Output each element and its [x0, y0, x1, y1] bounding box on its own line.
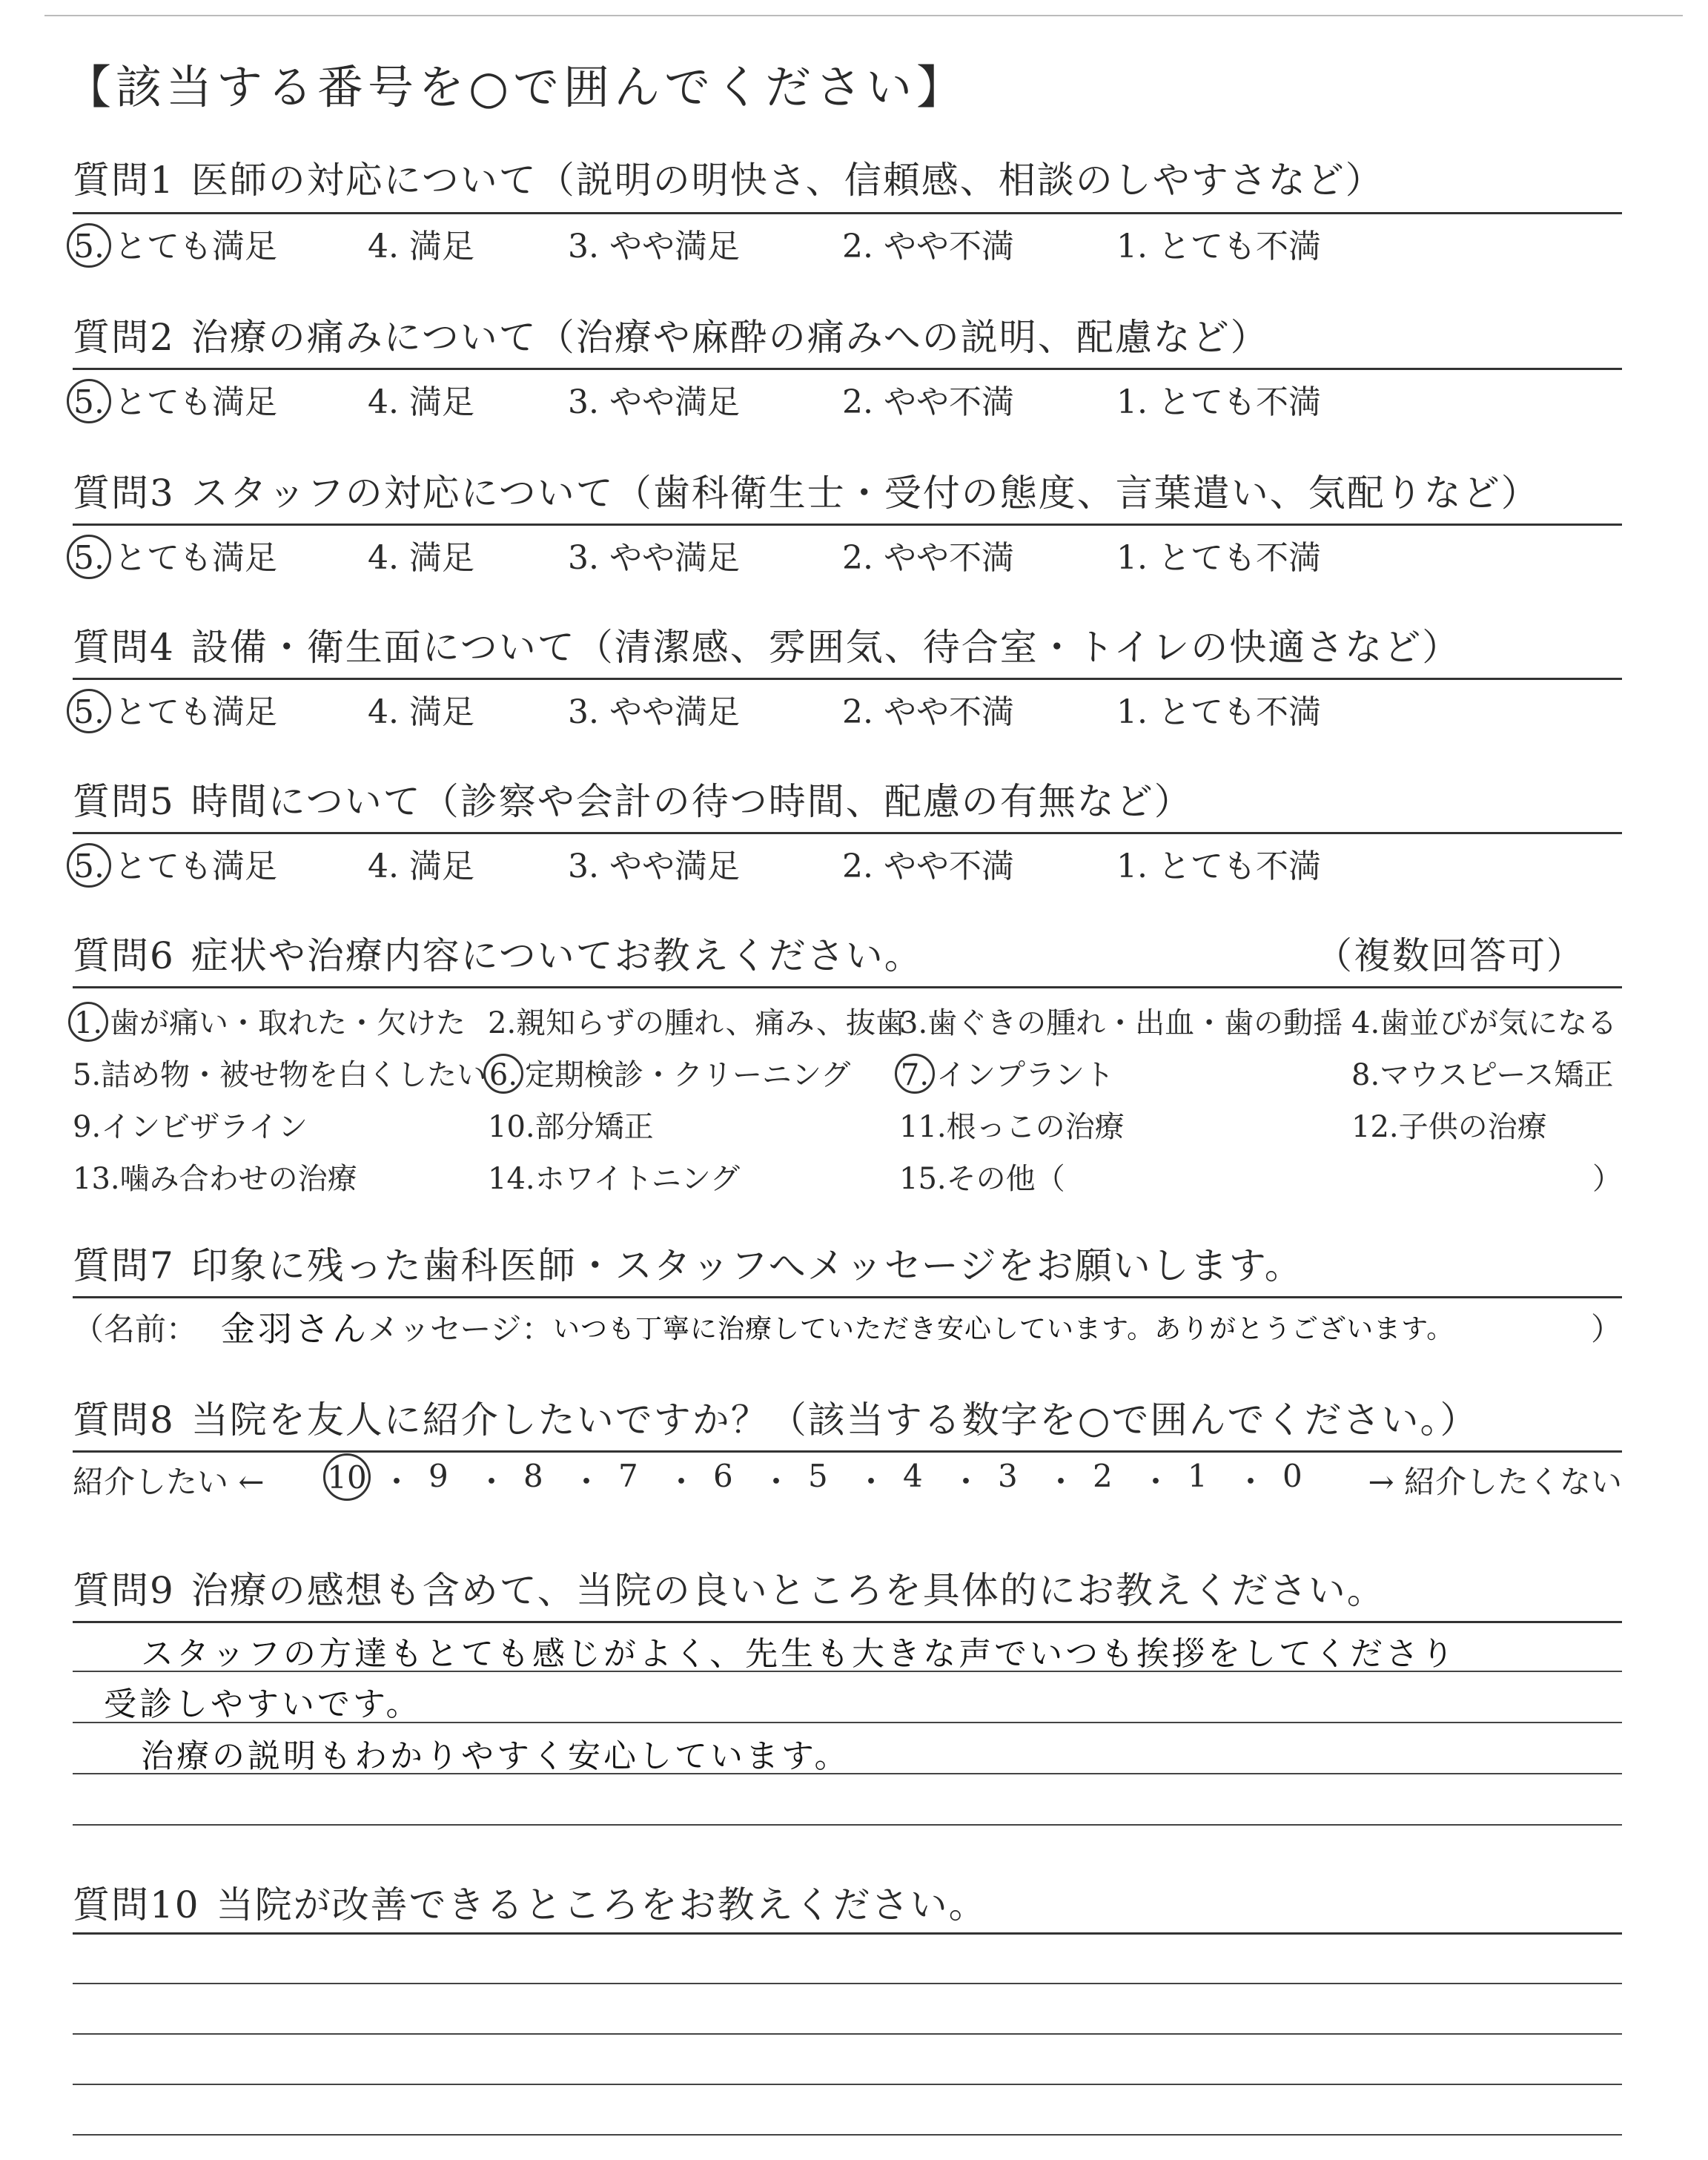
rating-options-q5 — [73, 839, 1555, 884]
option-1[interactable]: 1. とても不満 — [1116, 228, 1321, 265]
option-4[interactable]: 4. 満足 — [368, 848, 474, 885]
scale-separator: ・ — [381, 1464, 413, 1500]
name-label: （名前： — [73, 1311, 198, 1347]
question-number: 質問8 — [73, 1398, 175, 1441]
option-2[interactable]: 2. やや不満 — [842, 693, 1014, 731]
option-label: インプラント — [936, 1058, 1114, 1092]
scale-value[interactable]: 8 — [523, 1458, 543, 1494]
rating-options-q1 — [73, 219, 1555, 264]
message-field[interactable]: いつも丁寧に治療していただき安心しています。ありがとうございます。 — [553, 1314, 1454, 1344]
answer-line[interactable]: スタッフの方達もとても感じがよく、先生も大きな声でいつも挨拶をしてくださり — [141, 1635, 1457, 1673]
option-3[interactable]: 3. やや満足 — [568, 539, 740, 577]
question-number: 質問7 — [73, 1244, 175, 1287]
question-5 — [73, 776, 1622, 828]
symptom-option[interactable] — [899, 1155, 1065, 1198]
circled-answer: 1. — [68, 1002, 108, 1042]
divider — [73, 212, 1622, 214]
question-text: 時間について（診察や会計の待つ時間、配慮の有無など） — [191, 780, 1193, 823]
option-label: 歯並びが気になる — [1380, 1006, 1618, 1040]
question-3 — [73, 467, 1622, 519]
question-7 — [73, 1240, 1622, 1292]
symptom-option[interactable] — [73, 1103, 308, 1146]
answer-line[interactable]: 治療の説明もわかりやすく安心しています。 — [141, 1737, 850, 1775]
option-2[interactable]: 2. やや不満 — [842, 539, 1014, 577]
ruled-line[interactable] — [73, 2033, 1622, 2035]
question-text: 治療の感想も含めて、当院の良いところを具体的にお教えください。 — [191, 1569, 1386, 1612]
answer-line[interactable]: 受診しやすいです。 — [104, 1685, 422, 1723]
rating-options-q3 — [73, 531, 1555, 575]
scale-value[interactable]: 0 — [1282, 1458, 1302, 1494]
question-8 — [73, 1394, 1622, 1446]
option-3[interactable]: 3. やや満足 — [568, 848, 740, 885]
option-number: 5. — [73, 1058, 102, 1092]
scale-separator: ・ — [666, 1464, 698, 1500]
option-number: 2. — [488, 1006, 517, 1040]
option-3[interactable]: 3. やや満足 — [568, 228, 740, 265]
option-label: 詰め物・被せ物を白くしたい — [101, 1058, 487, 1092]
message-label: メッセージ： — [368, 1311, 553, 1347]
ruled-line[interactable] — [73, 2084, 1622, 2085]
circled-answer: 6. — [483, 1054, 523, 1094]
divider — [73, 1296, 1622, 1298]
name-field[interactable]: 金羽さん — [221, 1309, 369, 1349]
option-label: 定期検診・クリーニング — [525, 1058, 851, 1092]
question-number: 質問2 — [73, 316, 175, 359]
close-paren: ） — [1592, 1162, 1622, 1196]
recommend-scale — [73, 1458, 1622, 1510]
option-2[interactable]: 2. やや不満 — [842, 848, 1014, 885]
option-label: とても満足 — [114, 539, 277, 577]
option-1[interactable]: 1. とても不満 — [1116, 383, 1321, 421]
scale-right-label: → 紹介したくない — [1368, 1464, 1622, 1500]
symptom-option[interactable] — [488, 1000, 905, 1042]
scale-separator: ・ — [1140, 1464, 1172, 1500]
option-label: 部分矯正 — [534, 1110, 654, 1144]
scale-value[interactable]: 6 — [713, 1458, 733, 1494]
question-1 — [73, 154, 1622, 206]
option-4[interactable]: 4. 満足 — [368, 228, 474, 265]
circled-answer[interactable]: 5. — [67, 223, 111, 268]
circled-answer: 7. — [895, 1054, 935, 1094]
option-number: 15. — [899, 1162, 947, 1196]
circled-scale-value[interactable]: 10 — [323, 1453, 371, 1501]
option-number: 3. — [899, 1006, 928, 1040]
option-2[interactable]: 2. やや不満 — [842, 228, 1014, 265]
close-paren: ） — [1590, 1311, 1622, 1347]
question-text: 症状や治療内容についてお教えください。 — [191, 934, 923, 977]
option-1[interactable]: 1. とても不満 — [1116, 539, 1321, 577]
symptom-option[interactable] — [899, 1000, 1343, 1042]
question-number: 質問5 — [73, 780, 175, 823]
symptom-option[interactable] — [899, 1051, 1114, 1094]
symptom-option[interactable] — [73, 1155, 357, 1198]
divider — [73, 368, 1622, 370]
question-10 — [73, 1879, 1622, 1931]
option-number: 9. — [73, 1110, 102, 1144]
option-4[interactable]: 4. 満足 — [368, 383, 474, 421]
circled-answer[interactable]: 5. — [67, 843, 111, 888]
question-text: スタッフの対応について（歯科衛生士・受付の態度、言葉遣い、気配りなど） — [191, 472, 1540, 515]
option-label: とても満足 — [114, 383, 277, 421]
option-label: その他（ — [946, 1162, 1065, 1196]
symptom-options — [73, 1000, 1622, 1207]
option-label: 根っこの治療 — [946, 1110, 1125, 1144]
divider — [73, 1450, 1622, 1453]
question-4 — [73, 621, 1622, 673]
option-4[interactable]: 4. 満足 — [368, 539, 474, 577]
divider — [73, 1932, 1622, 1935]
symptom-option[interactable] — [73, 1000, 466, 1042]
option-label: マウスピース矯正 — [1380, 1058, 1614, 1092]
circled-answer[interactable]: 5. — [67, 535, 111, 579]
divider — [73, 1621, 1622, 1623]
question-number: 質問10 — [73, 1883, 200, 1926]
option-label: ホワイトニング — [534, 1162, 741, 1196]
symptom-option[interactable] — [1351, 1103, 1547, 1146]
question-number: 質問3 — [73, 472, 175, 515]
option-label: 親知らずの腫れ、痛み、抜歯 — [516, 1006, 905, 1040]
option-number: 14. — [488, 1162, 535, 1196]
option-number: 11. — [899, 1110, 947, 1144]
ruled-line[interactable] — [73, 2134, 1622, 2136]
option-label: 噛み合わせの治療 — [119, 1162, 357, 1196]
option-number: 12. — [1351, 1110, 1399, 1144]
divider — [73, 524, 1622, 526]
option-1[interactable]: 1. とても不満 — [1116, 848, 1321, 885]
ruled-line[interactable] — [73, 1983, 1622, 1984]
option-3[interactable]: 3. やや満足 — [568, 383, 740, 421]
scale-value[interactable]: 3 — [998, 1458, 1018, 1494]
scale-separator: ・ — [950, 1464, 982, 1500]
option-label: とても満足 — [114, 693, 277, 731]
scale-value[interactable]: 4 — [903, 1458, 923, 1494]
scale-separator: ・ — [476, 1464, 508, 1500]
page-title: 【該当する番号を○で囲んでください】 — [65, 60, 967, 114]
question-text: 設備・衛生面について（清潔感、雰囲気、待合室・トイレの快適さなど） — [191, 626, 1461, 669]
option-2[interactable]: 2. やや不満 — [842, 383, 1014, 421]
question-number: 質問6 — [73, 934, 175, 977]
circled-answer[interactable]: 5. — [67, 689, 111, 733]
message-row — [73, 1305, 1622, 1357]
page-top-edge — [44, 15, 1683, 16]
rating-options-q2 — [73, 375, 1555, 420]
scale-value[interactable]: 9 — [428, 1458, 448, 1494]
symptom-option[interactable] — [1351, 1000, 1617, 1042]
multiple-answers-note: （複数回答可） — [1315, 934, 1585, 977]
option-3[interactable]: 3. やや満足 — [568, 693, 740, 731]
divider — [73, 986, 1622, 988]
symptom-option[interactable] — [73, 1051, 486, 1094]
scale-separator: ・ — [761, 1464, 792, 1500]
question-text: 印象に残った歯科医師・スタッフへメッセージをお願いします。 — [191, 1244, 1303, 1287]
symptom-option[interactable] — [488, 1051, 850, 1094]
question-6 — [73, 930, 1622, 982]
question-text: 治療の痛みについて（治療や麻酔の痛みへの説明、配慮など） — [191, 316, 1269, 359]
option-number: 13. — [73, 1162, 120, 1196]
option-number: 8. — [1351, 1058, 1380, 1092]
option-label: 子供の治療 — [1398, 1110, 1547, 1144]
option-label: 歯ぐきの腫れ・出血・歯の動揺 — [927, 1006, 1343, 1040]
scale-value[interactable]: 1 — [1188, 1458, 1208, 1494]
scale-separator: ・ — [1235, 1464, 1267, 1500]
divider — [73, 678, 1622, 680]
option-number: 4. — [1351, 1006, 1380, 1040]
divider — [73, 832, 1622, 834]
question-text: 当院を友人に紹介したいですか？（該当する数字を○で囲んでください。） — [191, 1398, 1479, 1441]
symptom-option[interactable] — [488, 1103, 654, 1146]
scale-value[interactable]: 7 — [618, 1458, 638, 1494]
ruled-line — [73, 1824, 1622, 1826]
question-number: 質問9 — [73, 1569, 175, 1612]
question-9 — [73, 1565, 1622, 1616]
question-2 — [73, 311, 1622, 363]
scale-value[interactable]: 5 — [808, 1458, 828, 1494]
circled-answer[interactable]: 5. — [67, 379, 111, 423]
option-4[interactable]: 4. 満足 — [368, 693, 474, 731]
question-number: 質問4 — [73, 626, 175, 669]
option-label: とても満足 — [114, 848, 277, 885]
option-label: とても満足 — [114, 228, 277, 265]
scale-separator: ・ — [855, 1464, 887, 1500]
option-1[interactable]: 1. とても不満 — [1116, 693, 1321, 731]
question-text: 医師の対応について（説明の明快さ、信頼感、相談のしやすさなど） — [191, 159, 1384, 202]
option-label: インビザライン — [101, 1110, 308, 1144]
option-label: 歯が痛い・取れた・欠けた — [110, 1006, 466, 1040]
option-number: 10. — [488, 1110, 535, 1144]
question-number: 質問1 — [73, 159, 175, 202]
scale-separator: ・ — [571, 1464, 603, 1500]
rating-options-q4 — [73, 685, 1555, 730]
symptom-option[interactable] — [1351, 1051, 1613, 1094]
scale-value[interactable]: 2 — [1093, 1458, 1113, 1494]
symptom-option[interactable] — [899, 1103, 1125, 1146]
scale-left-label: 紹介したい ← — [73, 1464, 265, 1500]
symptom-option[interactable] — [488, 1155, 740, 1198]
scale-separator: ・ — [1045, 1464, 1077, 1500]
question-text: 当院が改善できるところをお教えください。 — [216, 1883, 987, 1926]
